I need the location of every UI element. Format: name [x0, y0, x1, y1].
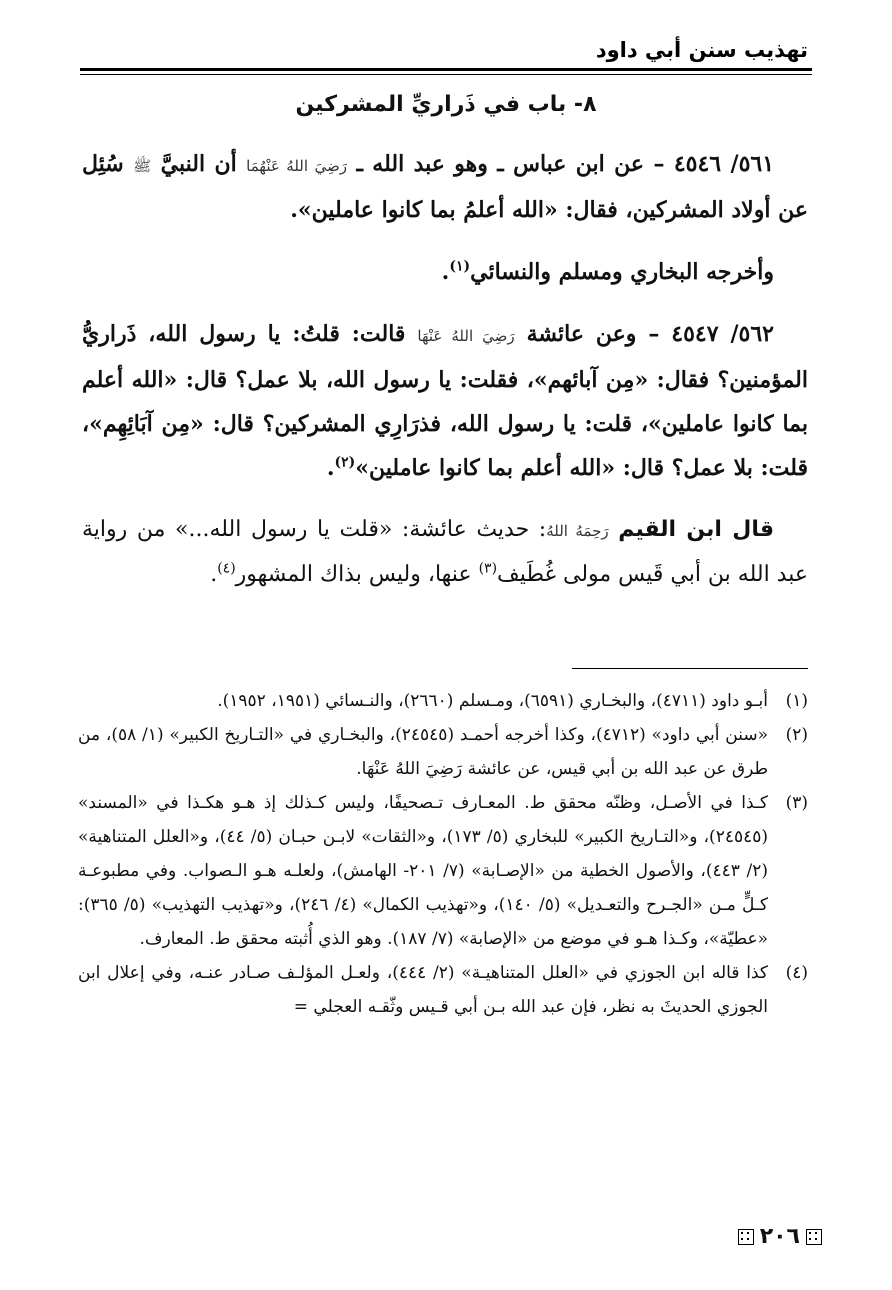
hadith-562 — [82, 312, 808, 490]
period: . — [441, 259, 450, 285]
ibn-qayyim-comment — [82, 508, 808, 597]
hadith-number: ٥٦٢/ ٤٥٤٧ — [671, 321, 774, 347]
main-text — [82, 142, 808, 615]
hadith-text: سُئِل عن أولاد المشركين، فقال: «الله أعلمُ بما كانوا عاملين». — [82, 151, 808, 223]
footnote-text: كـذا في الأصـل، وظنّه محقق ط. المعـارف تـصحيفًا، وليس كـذلك إذ هـو هكـذا في «المسند» (٢٤٥٤٥)، و«التـاريخ الكبير» للبخاري (٥/ ١٧٣)، و«الثقات» لابـن حبـان (٥/ ٤٤)، و«العلل المتناهية» (٢/ ٤٤٣)، والأصول الخطية من «الإصـابة» (٧/ ٢٠١- الهامش)، ولعلـه هـو الـصواب. وفي مطبوعـة كـلٍّ مـن «الجـرح والتعـديل» (٥/ ١٤٠)، و«تهذيب الكمال» (٤/ ٢٤٦)، و«تهذيب التهذيب» (٥/ ٣٦٥): «عطيّة»، وكـذا هـو في موضع من «الإصابة» (٧/ ١٨٧). وهو الذي أُثبته محقق ط. المعارف. — [78, 793, 769, 949]
takhrij-561 — [82, 250, 808, 294]
ornament-icon — [738, 1229, 754, 1245]
footnote-text: أبـو داود (٤٧١١)، والبخـاري (٦٥٩١)، ومـسلم (٢٦٦٠)، والنـسائي (١٩٥١، ١٩٥٢). — [217, 691, 768, 711]
footnote-1 — [78, 684, 808, 718]
footnote-4 — [78, 956, 808, 1024]
footnotes — [78, 684, 808, 1024]
hadith-number: ٥٦١/ ٤٥٤٦ — [673, 151, 775, 177]
header-rule-thick — [80, 68, 812, 71]
period: . — [326, 455, 335, 481]
footnote-separator — [572, 668, 808, 669]
header-rule-thin — [80, 74, 812, 75]
takhrij-text: وأخرجه البخاري ومسلم والنسائي — [470, 259, 774, 285]
footnote-ref: (٤) — [217, 560, 236, 577]
honorific-glyph: رَضِيَ اللهُ عَنْهَا — [417, 327, 515, 345]
running-head: تهذيب سنن أبي داود — [595, 38, 808, 62]
ornament-icon — [806, 1229, 822, 1245]
chapter-title: ٨- باب في ذَراريِّ المشركين — [295, 92, 597, 117]
footnote-ref: (٣) — [478, 560, 498, 577]
honorific-glyph: رَحِمَهُ اللهُ — [546, 522, 609, 540]
footnote-text: «سنن أبي داود» (٤٧١٢)، وكذا أخرجه أحمـد (٢٤٥٤٥)، والبخـاري في «التـاريخ الكبير» (١/ ٥٨)، من طرق عن عبد الله بن أبي قيس، عن عائشة رَضِيَ اللهُ عَنْهَا. — [78, 725, 768, 779]
footnote-ref: (٢) — [334, 454, 356, 471]
hadith-text: – وعن عائشة — [526, 321, 660, 347]
footnote-2 — [78, 718, 808, 786]
footnote-3 — [78, 786, 808, 956]
period: . — [210, 562, 218, 587]
honorific-glyph: ﷺ — [133, 157, 152, 175]
footnote-text: كذا قاله ابن الجوزي في «العلل المتناهيـة» (٢/ ٤٤٤)، ولعـل المؤلـف صـادر عنـه، وفي إعلال ابن الجوزي الحديثَ به نظر، فإن عبد الله بـن أبي قـيس وثّقـه العجلي = — [78, 963, 768, 1017]
footnote-ref: (١) — [449, 258, 471, 275]
footnote-number: (٤) — [785, 963, 808, 983]
hadith-text: قالت: قلتُ: يا رسول الله، ذَراريُّ المؤمنين؟ فقال: «مِن آبائهم»، فقلت: يا رسول الله، بلا عمل؟ قال: «الله أعلم بما كانوا عاملين»، قلت: يا رسول الله، فذرَارِي المشركين؟ قال: «مِن آبَائِهِم»، قلت: بلا عمل؟ قال: «الله أعلم بما كانوا عاملين» — [82, 321, 808, 481]
page-number-block — [738, 1224, 822, 1249]
page-number: ٢٠٦ — [759, 1224, 800, 1249]
honorific-glyph: رَضِيَ اللهُ عَنْهُمَا — [246, 157, 348, 175]
footnote-number: (٢) — [785, 725, 808, 745]
footnote-number: (٣) — [785, 793, 808, 813]
hadith-text: – عن ابن عباس ـ وهو عبد الله ـ — [356, 151, 665, 177]
hadith-561 — [82, 142, 808, 232]
footnote-number: (١) — [785, 691, 808, 711]
comment-lead: قال ابن القيم — [618, 517, 774, 542]
hadith-text: أن النبيَّ — [160, 151, 237, 177]
comment-text: عنها، وليس بذاك المشهور — [235, 562, 479, 587]
comment-text: : حديث عائشة: «قلت يا رسول الله...» من رواية عبد الله بن أبي قَيس مولى غُطَيف — [82, 517, 808, 587]
